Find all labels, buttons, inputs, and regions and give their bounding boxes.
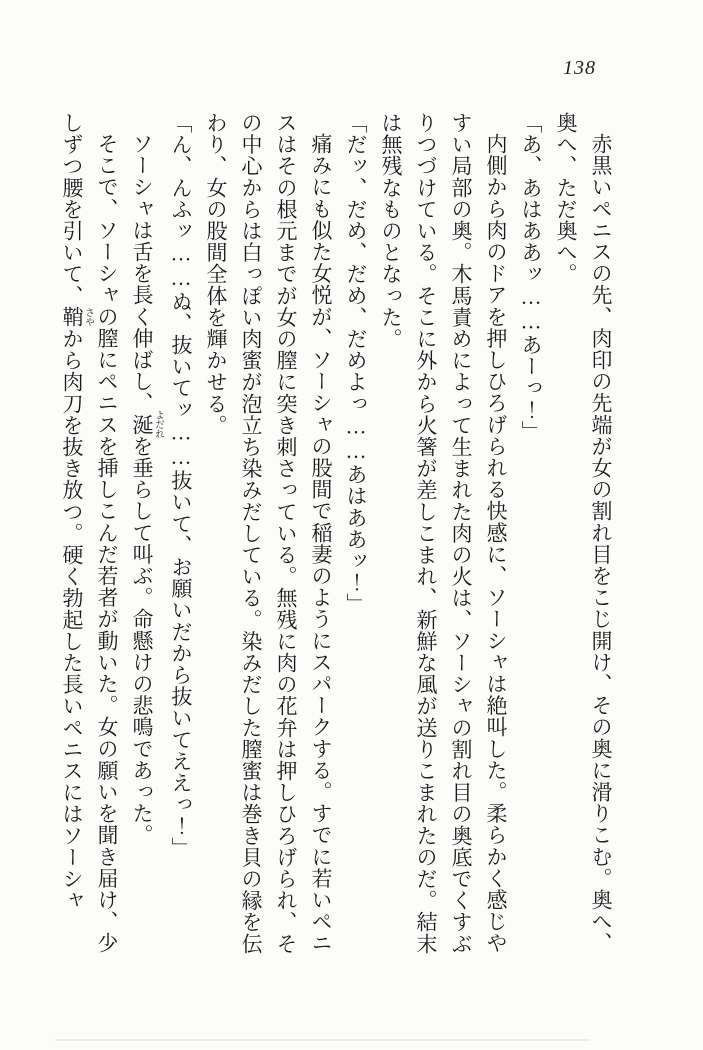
furigana: よだれ	[153, 410, 163, 439]
paragraph-dialogue: 「あ、あはああッ……あーっ！」	[519, 112, 543, 442]
furigana: さや	[83, 306, 93, 328]
ruby-annotated-word: 涎 よだれ	[130, 410, 163, 439]
paragraph-narrative: ソーシャは舌を長く伸ばし、涎 よだれを垂らして叫ぶ。命懸けの悲鳴であった。	[130, 133, 163, 846]
page-number: 138	[563, 57, 596, 79]
paragraph-narrative: 痛みにも似た女悦が、ソーシャの股間で稲妻のようにスパークする。すでに若いペニスはその根元までが女の膣に突き刺さっている。無残に肉の花弁は押しひろげられ、その中心からは白っぽい肉蜜が泡立ち染みだしている。染みだした膣蜜は巻き貝の縁を伝わり、女の股間全体を輝かせる。	[204, 112, 333, 955]
scan-artifact-line	[55, 1039, 590, 1041]
paragraph-dialogue: 「だッ、だめ、だめ、だめよっ……あはああッ！」	[344, 112, 368, 615]
text-block	[58, 112, 618, 956]
paragraph-narrative: そこで、ソーシャの膣にペニスを挿しこんだ若者が動いた。女の願いを聞き届け、少しずつ腰を引いて、鞘 さやから肉刀を抜き放つ。硬く勃起した長いペニスにはソーシャ	[60, 112, 119, 954]
paragraph-narrative: 内側から肉のドアを押しひろげられる快感に、ソーシャは絶叫した。柔らかく感じやすい局部の奥。木馬責めによって生まれた肉の火は、ソーシャの割れ目の奥底でくすぶりつづけている。そこに外から火箸が差しこまれ、新鮮な風が送りこまれたのだ。結末は無残なものとなった。	[379, 112, 508, 955]
paragraph-dialogue: 「ん、んふッ……ぬ、抜いてッ……抜いて、お願いだから抜いてええっ！」	[169, 112, 193, 859]
ruby-annotated-word: 鞘 さや	[60, 306, 93, 329]
paragraph-narrative: 赤黒いペニスの先、肉印の先端が女の割れ目をこじ開け、その奥に滑りこむ。奥へ、奥へ、ただ奥へ。	[554, 112, 613, 954]
